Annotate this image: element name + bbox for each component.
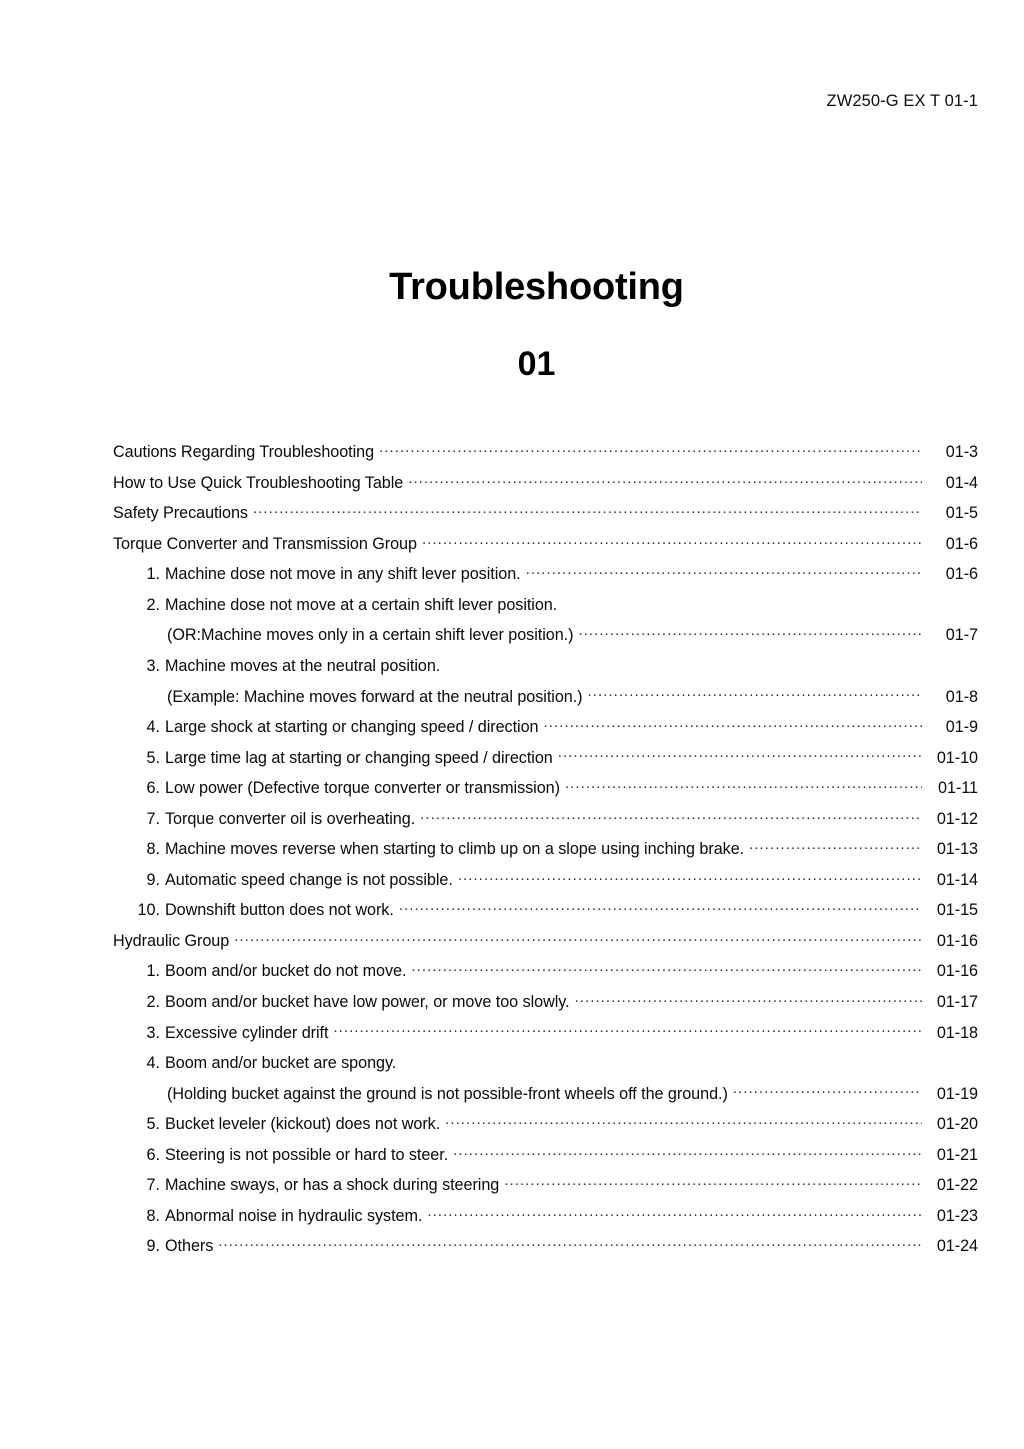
toc-entry-page-number: 01-14 — [936, 870, 978, 889]
toc-entry[interactable] — [113, 716, 978, 747]
toc-entry-number: 5. — [146, 748, 160, 767]
toc-entry[interactable] — [113, 685, 978, 716]
toc-entry-label: Steering is not possible or hard to steer. — [165, 1145, 449, 1164]
toc-entry-page-number: 01-4 — [945, 473, 978, 492]
toc-entry[interactable] — [113, 1235, 978, 1266]
toc-entry[interactable] — [113, 746, 978, 777]
toc-entry-label: (Example: Machine moves forward at the neutral position.) — [167, 687, 583, 706]
toc-entry-page-number: 01-16 — [936, 962, 978, 981]
toc-entry-page-number: 01-21 — [936, 1145, 978, 1164]
toc-entry-number: 1. — [146, 962, 160, 981]
page-header-code: ZW250-G EX T 01-1 — [826, 92, 978, 110]
toc-entry-number: 7. — [146, 809, 160, 828]
toc-entry[interactable] — [113, 1174, 978, 1205]
toc-entry-number: 8. — [146, 840, 160, 859]
toc-entry[interactable] — [113, 899, 978, 930]
toc-dot-leader — [399, 899, 922, 915]
toc-entry-label: How to Use Quick Troubleshooting Table — [113, 473, 404, 492]
toc-dot-leader — [578, 624, 922, 640]
toc-entry-page-number: 01-6 — [945, 565, 978, 584]
toc-entry-label: Torque converter oil is overheating. — [165, 809, 416, 828]
toc-entry[interactable] — [113, 1021, 978, 1052]
toc-dot-leader — [458, 869, 922, 885]
toc-entry-number: 10. — [137, 901, 160, 920]
toc-dot-leader — [565, 777, 922, 793]
toc-entry-page-number: 01-10 — [936, 748, 978, 767]
toc-dot-leader — [544, 716, 923, 732]
toc-entry-label: Excessive cylinder drift — [165, 1023, 329, 1042]
toc-entry-label: Machine dose not move at a certain shift lever position. — [165, 595, 558, 614]
toc-entry[interactable] — [113, 808, 978, 839]
toc-entry-page-number: 01-11 — [938, 779, 978, 798]
toc-dot-leader — [234, 930, 922, 946]
toc-dot-leader — [379, 441, 922, 457]
toc-entry[interactable] — [113, 1052, 978, 1083]
toc-entry-label: Hydraulic Group — [113, 931, 230, 950]
toc-entry[interactable] — [113, 1113, 978, 1144]
toc-dot-leader — [562, 594, 922, 610]
toc-entry-label: Torque Converter and Transmission Group — [113, 534, 417, 553]
toc-entry[interactable] — [113, 930, 978, 961]
toc-entry-label: Others — [165, 1237, 214, 1256]
toc-entry-number: 1. — [146, 565, 160, 584]
toc-entry-page-number: 01-13 — [936, 840, 978, 859]
toc-entry-label: Cautions Regarding Troubleshooting — [113, 443, 375, 462]
toc-entry[interactable] — [113, 1144, 978, 1175]
toc-entry-label: Boom and/or bucket have low power, or move too slowly. — [165, 993, 570, 1012]
toc-entry-label: Large shock at starting or changing speed / direction — [165, 718, 539, 737]
toc-dot-leader — [575, 991, 922, 1007]
toc-entry-label: Machine sways, or has a shock during steering — [165, 1176, 500, 1195]
toc-dot-leader — [504, 1174, 922, 1190]
toc-entry-number: 7. — [146, 1176, 160, 1195]
toc-entry[interactable] — [113, 960, 978, 991]
toc-entry[interactable] — [113, 624, 978, 655]
title-block — [0, 268, 1024, 384]
toc-entry[interactable] — [113, 991, 978, 1022]
toc-entry-page-number: 01-17 — [936, 993, 978, 1012]
chapter-number: 01 — [517, 344, 556, 383]
toc-entry[interactable] — [113, 1082, 978, 1113]
toc-dot-leader — [420, 808, 922, 824]
toc-entry-label: Machine moves reverse when starting to climb up on a slope using inching brake. — [165, 840, 745, 859]
toc-dot-leader — [733, 1082, 922, 1098]
toc-entry-label: Boom and/or bucket are spongy. — [165, 1054, 397, 1073]
toc-entry-page-number: 01-3 — [945, 443, 978, 462]
toc-entry[interactable] — [113, 472, 978, 503]
table-of-contents — [113, 441, 978, 1266]
toc-dot-leader — [218, 1235, 922, 1251]
toc-entry-page-number: 01-16 — [936, 931, 978, 950]
toc-entry-label: Machine dose not move in any shift lever position. — [165, 565, 521, 584]
toc-dot-leader — [427, 1205, 922, 1221]
toc-entry-number: 4. — [146, 718, 160, 737]
toc-entry-page-number: 01-15 — [936, 901, 978, 920]
toc-dot-leader — [422, 533, 922, 549]
toc-entry-page-number: 01-8 — [945, 687, 978, 706]
toc-entry[interactable] — [113, 594, 978, 625]
toc-entry-number: 6. — [146, 779, 160, 798]
toc-entry-page-number: 01-19 — [936, 1084, 978, 1103]
toc-entry-label: Large time lag at starting or changing speed / direction — [165, 748, 553, 767]
toc-entry-page-number: 01-20 — [936, 1115, 978, 1134]
toc-entry[interactable] — [113, 441, 978, 472]
toc-dot-leader — [253, 502, 922, 518]
toc-dot-leader — [333, 1021, 922, 1037]
toc-entry[interactable] — [113, 869, 978, 900]
toc-entry-page-number: 01-7 — [945, 626, 978, 645]
toc-entry-page-number: 01-18 — [936, 1023, 978, 1042]
toc-dot-leader — [558, 746, 922, 762]
toc-entry-label: (OR:Machine moves only in a certain shift lever position.) — [167, 626, 574, 645]
toc-entry-page-number: 01-6 — [945, 534, 978, 553]
toc-entry-label: (Holding bucket against the ground is not possible-front wheels off the ground.) — [167, 1084, 728, 1103]
toc-entry-label: Automatic speed change is not possible. — [165, 870, 453, 889]
toc-entry-page-number: 01-5 — [945, 504, 978, 523]
toc-entry-number: 3. — [146, 1023, 160, 1042]
toc-entry-number: 4. — [146, 1054, 160, 1073]
toc-entry-number: 2. — [146, 595, 160, 614]
toc-dot-leader — [401, 1052, 922, 1068]
toc-entry-label: Bucket leveler (kickout) does not work. — [165, 1115, 441, 1134]
toc-entry-label: Downshift button does not work. — [165, 901, 394, 920]
toc-entry[interactable] — [113, 655, 978, 686]
toc-entry-label: Safety Precautions — [113, 504, 248, 523]
toc-entry[interactable] — [113, 533, 978, 564]
toc-entry-number: 8. — [146, 1206, 160, 1225]
toc-entry[interactable] — [113, 838, 978, 869]
toc-entry-label: Boom and/or bucket do not move. — [165, 962, 407, 981]
toc-entry[interactable] — [113, 1205, 978, 1236]
toc-entry-number: 9. — [146, 1237, 160, 1256]
toc-dot-leader — [749, 838, 922, 854]
toc-entry-number: 6. — [146, 1145, 160, 1164]
toc-entry-page-number: 01-9 — [945, 718, 978, 737]
toc-entry-label: Low power (Defective torque converter or transmission) — [165, 779, 560, 798]
toc-entry-page-number: 01-12 — [936, 809, 978, 828]
toc-entry[interactable] — [113, 563, 978, 594]
toc-entry-number: 3. — [146, 657, 160, 676]
toc-entry-label: Abnormal noise in hydraulic system. — [165, 1206, 423, 1225]
toc-entry[interactable] — [113, 502, 978, 533]
toc-entry[interactable] — [113, 777, 978, 808]
toc-dot-leader — [588, 685, 922, 701]
toc-dot-leader — [445, 655, 922, 671]
toc-dot-leader — [445, 1113, 922, 1129]
toc-entry-number: 2. — [146, 993, 160, 1012]
toc-dot-leader — [408, 472, 922, 488]
toc-dot-leader — [411, 960, 922, 976]
page-title: Troubleshooting — [389, 266, 684, 308]
toc-entry-page-number: 01-23 — [936, 1206, 978, 1225]
toc-dot-leader — [526, 563, 922, 579]
toc-entry-page-number: 01-24 — [936, 1237, 978, 1256]
toc-entry-page-number: 01-22 — [936, 1176, 978, 1195]
toc-entry-number: 9. — [146, 870, 160, 889]
toc-entry-number: 5. — [146, 1115, 160, 1134]
toc-dot-leader — [453, 1144, 922, 1160]
toc-entry-label: Machine moves at the neutral position. — [165, 657, 441, 676]
